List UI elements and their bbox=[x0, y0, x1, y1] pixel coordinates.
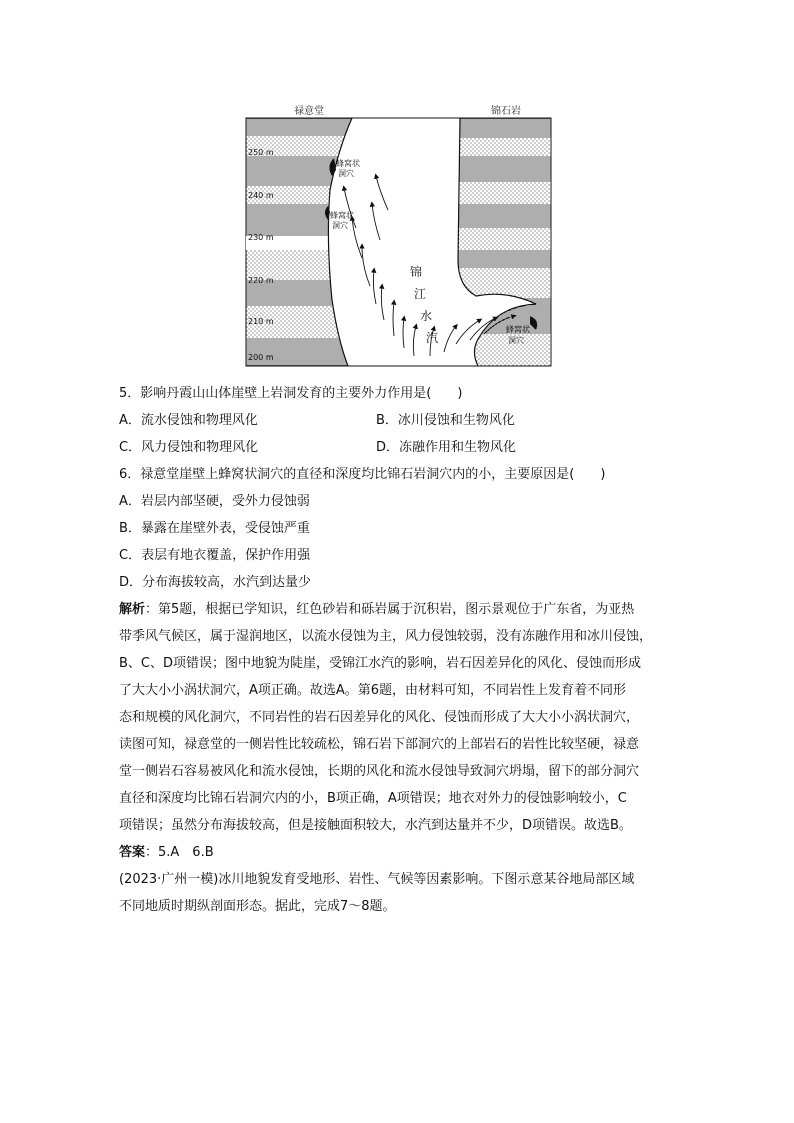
river-vapor-label-char: 江 bbox=[414, 287, 427, 301]
cave-label-middle-line2: 洞穴 bbox=[332, 221, 348, 230]
next-question-intro bbox=[119, 866, 689, 920]
option-c: C．表层有地衣覆盖，保护作用强 bbox=[119, 548, 311, 563]
y-tick: 240 m bbox=[248, 191, 274, 200]
y-tick: 200 m bbox=[248, 353, 274, 362]
option-b: B．暴露在崖壁外表，受侵蚀严重 bbox=[119, 521, 310, 536]
river-vapor-label-char: 锦 bbox=[410, 265, 423, 279]
y-tick: 230 m bbox=[248, 233, 274, 242]
intro-line: (2023·广州一模)冰川地貌发育受地形、岩性、气候等因素影响。下图示意某谷地局部区域 bbox=[119, 872, 635, 887]
analysis-label: 解析 bbox=[119, 602, 146, 617]
left-site-label: 禄意堂 bbox=[294, 106, 324, 117]
question-5-options-row-2 bbox=[119, 434, 689, 461]
option-a: A．流水侵蚀和物理风化 bbox=[119, 413, 258, 428]
river-vapor-label-char: 汽 bbox=[426, 331, 439, 345]
analysis-line: B、C、D项错误；图中地貌为陡崖，受锦江水汽的影响，岩石因差异化的风化、侵蚀而形成 bbox=[119, 656, 642, 671]
analysis-line: 读图可知，禄意堂的一侧岩性比较疏松，锦石岩下部洞穴的上部岩石的岩性比较坚硬，禄意 bbox=[119, 737, 640, 752]
cave-label-right-line2: 洞穴 bbox=[508, 336, 524, 345]
cave-label-right-line1: 蜂窝状 bbox=[506, 325, 530, 334]
cave-label-upper-line1: 蜂窝状 bbox=[336, 159, 360, 168]
analysis-line: 项错误；虽然分布海拔较高，但是接触面积较大，水汽到达量并不少，D项错误。故选B。 bbox=[119, 818, 632, 833]
right-site-label: 锦石岩 bbox=[491, 106, 521, 117]
answer-line bbox=[119, 839, 689, 866]
cave-label-middle-line1: 蜂窝状 bbox=[330, 211, 354, 220]
y-tick: 250 m bbox=[248, 148, 274, 157]
analysis-line: ：第5题，根据已学知识，红色砂岩和砾岩属于沉积岩，图示景观位于广东省，为亚热 bbox=[145, 602, 635, 617]
analysis-line: 态和规模的风化洞穴，不同岩性的岩石因差异化的风化、侵蚀而形成了大大小小涡状洞穴， bbox=[119, 710, 640, 725]
answer-text: ：5.A 6.B bbox=[145, 845, 214, 860]
y-tick: 220 m bbox=[248, 276, 274, 285]
question-content bbox=[119, 380, 689, 920]
question-5-stem: 5．影响丹霞山山体崖壁上岩洞发育的主要外力作用是( ) bbox=[119, 386, 463, 401]
y-tick: 210 m bbox=[248, 317, 274, 326]
analysis-line: 带季风气候区，属于湿润地区，以流水侵蚀为主，风力侵蚀较弱，没有冻融作用和冰川侵蚀， bbox=[119, 629, 653, 644]
river-vapor-label-char: 水 bbox=[420, 309, 433, 323]
answer-label: 答案 bbox=[119, 845, 146, 860]
analysis-line: 堂一侧岩石容易被风化和流水侵蚀，长期的风化和流水侵蚀导致洞穴坍塌，留下的部分洞穴 bbox=[119, 764, 640, 779]
question-5-options-row-1 bbox=[119, 407, 689, 434]
cave-label-upper-line2: 洞穴 bbox=[338, 169, 354, 178]
cross-section-diagram bbox=[244, 100, 560, 368]
analysis-line: 了大大小小涡状洞穴，A项正确。故选A。第6题，由材料可知，不同岩性上发育着不同形 bbox=[119, 683, 627, 698]
option-d: D．冻融作用和生物风化 bbox=[376, 440, 517, 455]
intro-line: 不同地质时期纵剖面形态。据此，完成7～8题。 bbox=[119, 899, 396, 914]
question-6-stem: 6．禄意堂崖壁上蜂窝状洞穴的直径和深度均比锦石岩洞穴内的小，主要原因是( ) bbox=[119, 467, 606, 482]
option-a: A．岩层内部坚硬，受外力侵蚀弱 bbox=[119, 494, 310, 509]
option-b: B．冰川侵蚀和生物风化 bbox=[376, 413, 515, 428]
cliff-cross-section-figure bbox=[244, 100, 560, 368]
analysis-block bbox=[119, 596, 689, 839]
option-c: C．风力侵蚀和物理风化 bbox=[119, 440, 259, 455]
analysis-line: 直径和深度均比锦石岩洞穴内的小，B项正确，A项错误；地衣对外力的侵蚀影响较小，C bbox=[119, 791, 627, 806]
option-d: D．分布海拔较高，水汽到达量少 bbox=[119, 575, 312, 590]
